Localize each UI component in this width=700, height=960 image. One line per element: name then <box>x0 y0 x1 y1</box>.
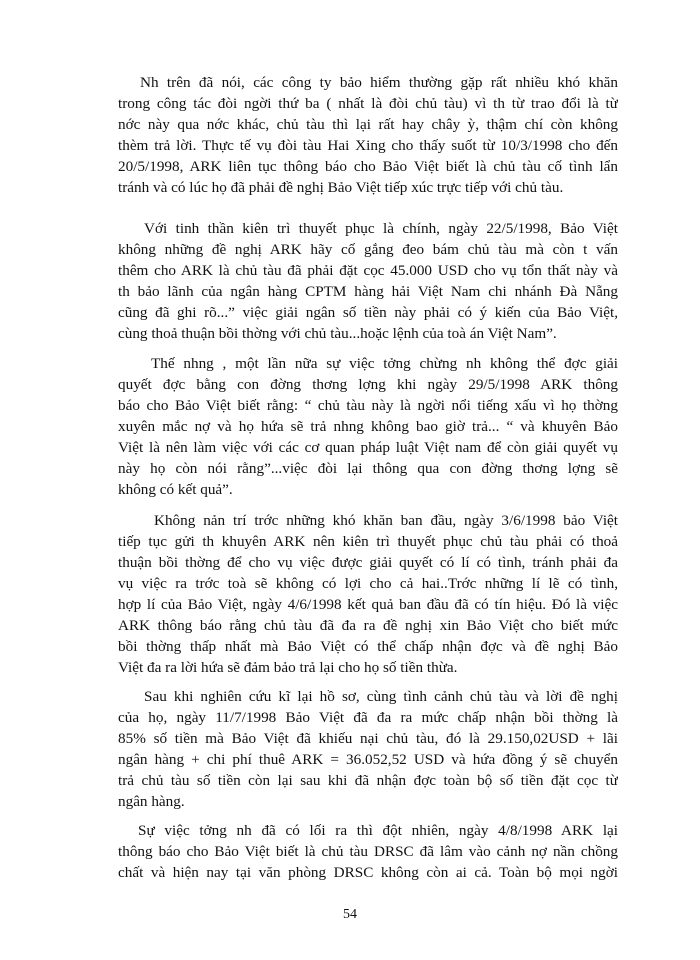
paragraph-negotiation-failure <box>118 353 618 500</box>
text-line: của họ, ngày 11/7/1998 Bảo Việt đã đa ra mức chấp nhận bồi thờng là <box>118 709 618 726</box>
text-line: th bảo lãnh của ngân hàng CPTM hàng hải Việt Nam chi nhánh Đà Nẵng <box>118 283 618 300</box>
text-line: không những đề nghị ARK hãy cố gắng đeo bám chủ tàu mà còn t vấn <box>118 241 618 258</box>
text-line: 85% số tiền mà Bảo Việt đã khiếu nại chủ tàu, đó là 29.150,02USD + lãi <box>118 730 618 747</box>
text-line: Không nản trí trớc những khó khăn ban đầu, ngày 3/6/1998 bảo Việt <box>154 512 618 529</box>
text-line: trả chủ tàu số tiền còn lại sau khi đã nhận đợc toàn bộ số tiền đặt cọc từ <box>118 772 618 789</box>
paragraph-drsc-debt <box>118 820 618 883</box>
text-line: Nh trên đã nói, các công ty bảo hiểm thường gặp rất nhiều khó khăn <box>140 74 618 91</box>
paragraph-shipowner-difficulties <box>118 72 618 198</box>
text-line: Sau khi nghiên cứu kĩ lại hồ sơ, cùng tình cảnh chủ tàu và lời đề nghị <box>144 688 618 705</box>
text-line: 20/5/1998, ARK liên tục thông báo cho Bảo Việt biết là chủ tàu cố tình lẩn <box>118 158 618 175</box>
text-line: Sự việc tởng nh đã có lối ra thì đột nhiên, ngày 4/8/1998 ARK lại <box>138 822 618 839</box>
text-line: Việt là nên làm việc với các cơ quan pháp luật Việt nam để còn giải quyết vụ <box>118 439 618 456</box>
text-line: tránh và có lúc họ đã phải đề nghị Bảo Việt tiếp xúc trực tiếp với chủ tàu. <box>118 179 564 196</box>
text-line: thêm cho ARK là chủ tàu đã phải đặt cọc 45.000 USD cho vụ tổn thất này và <box>118 262 618 279</box>
text-line: chất và hiện nay tại văn phòng DRSC không còn ai cả. Toàn bộ mọi ngời <box>118 864 618 881</box>
text-line: thèm trả lời. Thực tế vụ đòi tàu Hai Xing cho thấy suốt từ 10/3/1998 cho đến <box>118 137 618 154</box>
text-line: xuyên mắc nợ và họ hứa sẽ trả nhng không bao giờ trả... “ và khuyên Bảo <box>118 418 618 435</box>
text-line: hợp lí của Bảo Việt, ngày 4/6/1998 kết quả ban đầu đã có tín hiệu. Đó là việc <box>118 596 618 613</box>
text-line: bồi thờng thấp nhất mà Bảo Việt có thể chấp nhận đợc và đề nghị Bảo <box>118 638 618 655</box>
paragraph-compensation-offer <box>118 686 618 812</box>
text-line: vụ việc ra trớc toà sẽ không có lợi cho cả hai..Trớc những lí lẽ có tình, <box>118 575 618 592</box>
text-line: thông báo cho Bảo Việt biết là chủ tàu DRSC đã lâm vào cảnh nợ nần chồng <box>118 843 618 860</box>
paragraph-early-results <box>118 510 618 678</box>
text-line: ngân hàng. <box>118 793 185 810</box>
text-line: quyết đợc bằng con đờng thơng lợng khi ngày 29/5/1998 ARK thông <box>118 376 618 393</box>
text-line: Thế nhng , một lần nữa sự việc tởng chừng nh không thể đợc giải <box>151 355 618 372</box>
text-line: ARK thông báo rằng chủ tàu đã đa ra đề nghị xin Bảo Việt cho biết mức <box>118 617 618 634</box>
text-line: báo cho Bảo Việt biết rằng: “ chủ tàu này là ngời nổi tiếng xấu vì họ thờng <box>118 397 618 414</box>
text-line: này họ còn nói rằng”...việc đòi lại thông qua con đờng thơng lợng sẽ <box>118 460 618 477</box>
text-line: thuận bồi thờng để cho vụ việc được giải quyết có lí có tình, tránh phải đa <box>118 554 618 571</box>
text-line: Với tinh thần kiên trì thuyết phục là chính, ngày 22/5/1998, Bảo Việt <box>144 220 618 237</box>
text-line: nớc này qua nớc khác, chủ tàu thì lại rất hay chây ỳ, thậm chí còn không <box>118 116 618 133</box>
text-line: không có kết quả”. <box>118 481 233 498</box>
text-line: cũng đã ghi rõ...” việc giải ngân số tiền này phải có ý kiến của Bảo Việt, <box>118 304 618 321</box>
text-line: Việt đa ra lời hứa sẽ đảm bảo trả lại cho họ số tiền thừa. <box>118 659 458 676</box>
text-line: ngân hàng + chi phí thuê ARK = 36.052,52 USD và hứa đồng ý sẽ chuyển <box>118 751 618 768</box>
paragraph-persuasion-may-22 <box>118 218 618 344</box>
page-number: 54 <box>343 907 357 922</box>
text-line: cùng thoả thuận bồi thờng với chủ tàu...hoặc lệnh của toà án Việt Nam”. <box>118 325 557 342</box>
text-line: trong công tác đòi ngời thứ ba ( nhất là đòi chủ tàu) vì th từ trao đổi là từ <box>118 95 618 112</box>
text-line: tiếp tục gửi th khuyên ARK nên kiên trì thuyết phục chủ tàu phải có thoả <box>118 533 618 550</box>
